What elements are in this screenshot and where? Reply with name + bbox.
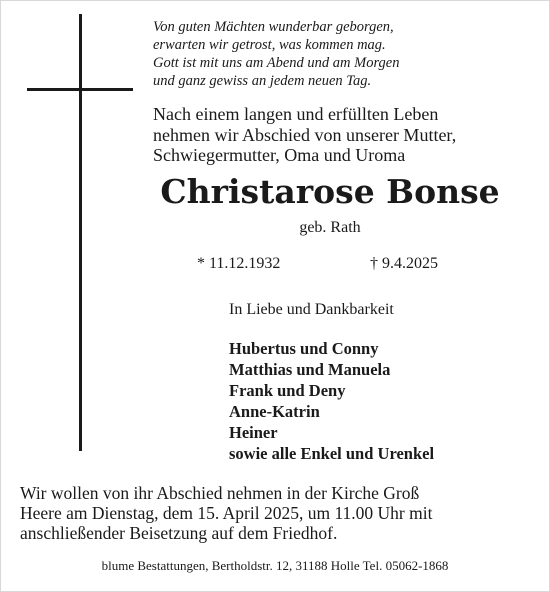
mourner-entry: Hubertus und Conny	[229, 339, 379, 358]
death-date: † 9.4.2025	[370, 255, 438, 272]
mourners-list	[229, 338, 434, 464]
mourner-entry: sowie alle Enkel und Urenkel	[229, 444, 435, 463]
intro-line: Nach einem langen und erfüllten Leben	[153, 104, 439, 124]
funeral-line: Wir wollen von ihr Abschied nehmen in der Kirche Groß	[20, 483, 420, 503]
poem-line: und ganz gewiss an jedem neuen Tag.	[153, 73, 372, 89]
intro-line: nehmen wir Abschied von unserer Mutter,	[153, 124, 457, 145]
funeral-notice	[20, 483, 540, 543]
mourner-entry: Frank und Deny	[229, 381, 346, 400]
poem-verse	[153, 18, 533, 90]
birth-date: * 11.12.1932	[197, 255, 281, 272]
closing-phrase: In Liebe und Dankbarkeit	[229, 301, 394, 318]
cross-vertical-bar	[79, 14, 82, 451]
mourner-entry: Matthias und Manuela	[229, 360, 391, 379]
funeral-line: anschließender Beisetzung auf dem Friedhof.	[20, 523, 338, 543]
poem-line: erwarten wir getrost, was kommen mag.	[153, 37, 386, 53]
maiden-name: geb. Rath	[299, 219, 361, 236]
mourner-entry: Heiner	[229, 423, 278, 442]
intro-line: Schwiegermutter, Oma und Uroma	[153, 145, 406, 165]
deceased-name: Christarose Bonse	[160, 172, 500, 211]
funeral-line: Heere am Dienstag, dem 15. April 2025, um 11.00 Uhr mit	[20, 503, 433, 523]
intro-text	[153, 104, 543, 166]
mourner-entry: Anne-Katrin	[229, 402, 320, 421]
cross-horizontal-bar	[27, 88, 133, 91]
funeral-home-footer: blume Bestattungen, Bertholdstr. 12, 31188 Holle Tel. 05062-1868	[101, 558, 449, 573]
poem-line: Von guten Mächten wunderbar geborgen,	[153, 19, 394, 35]
poem-line: Gott ist mit uns am Abend und am Morgen	[153, 55, 400, 71]
